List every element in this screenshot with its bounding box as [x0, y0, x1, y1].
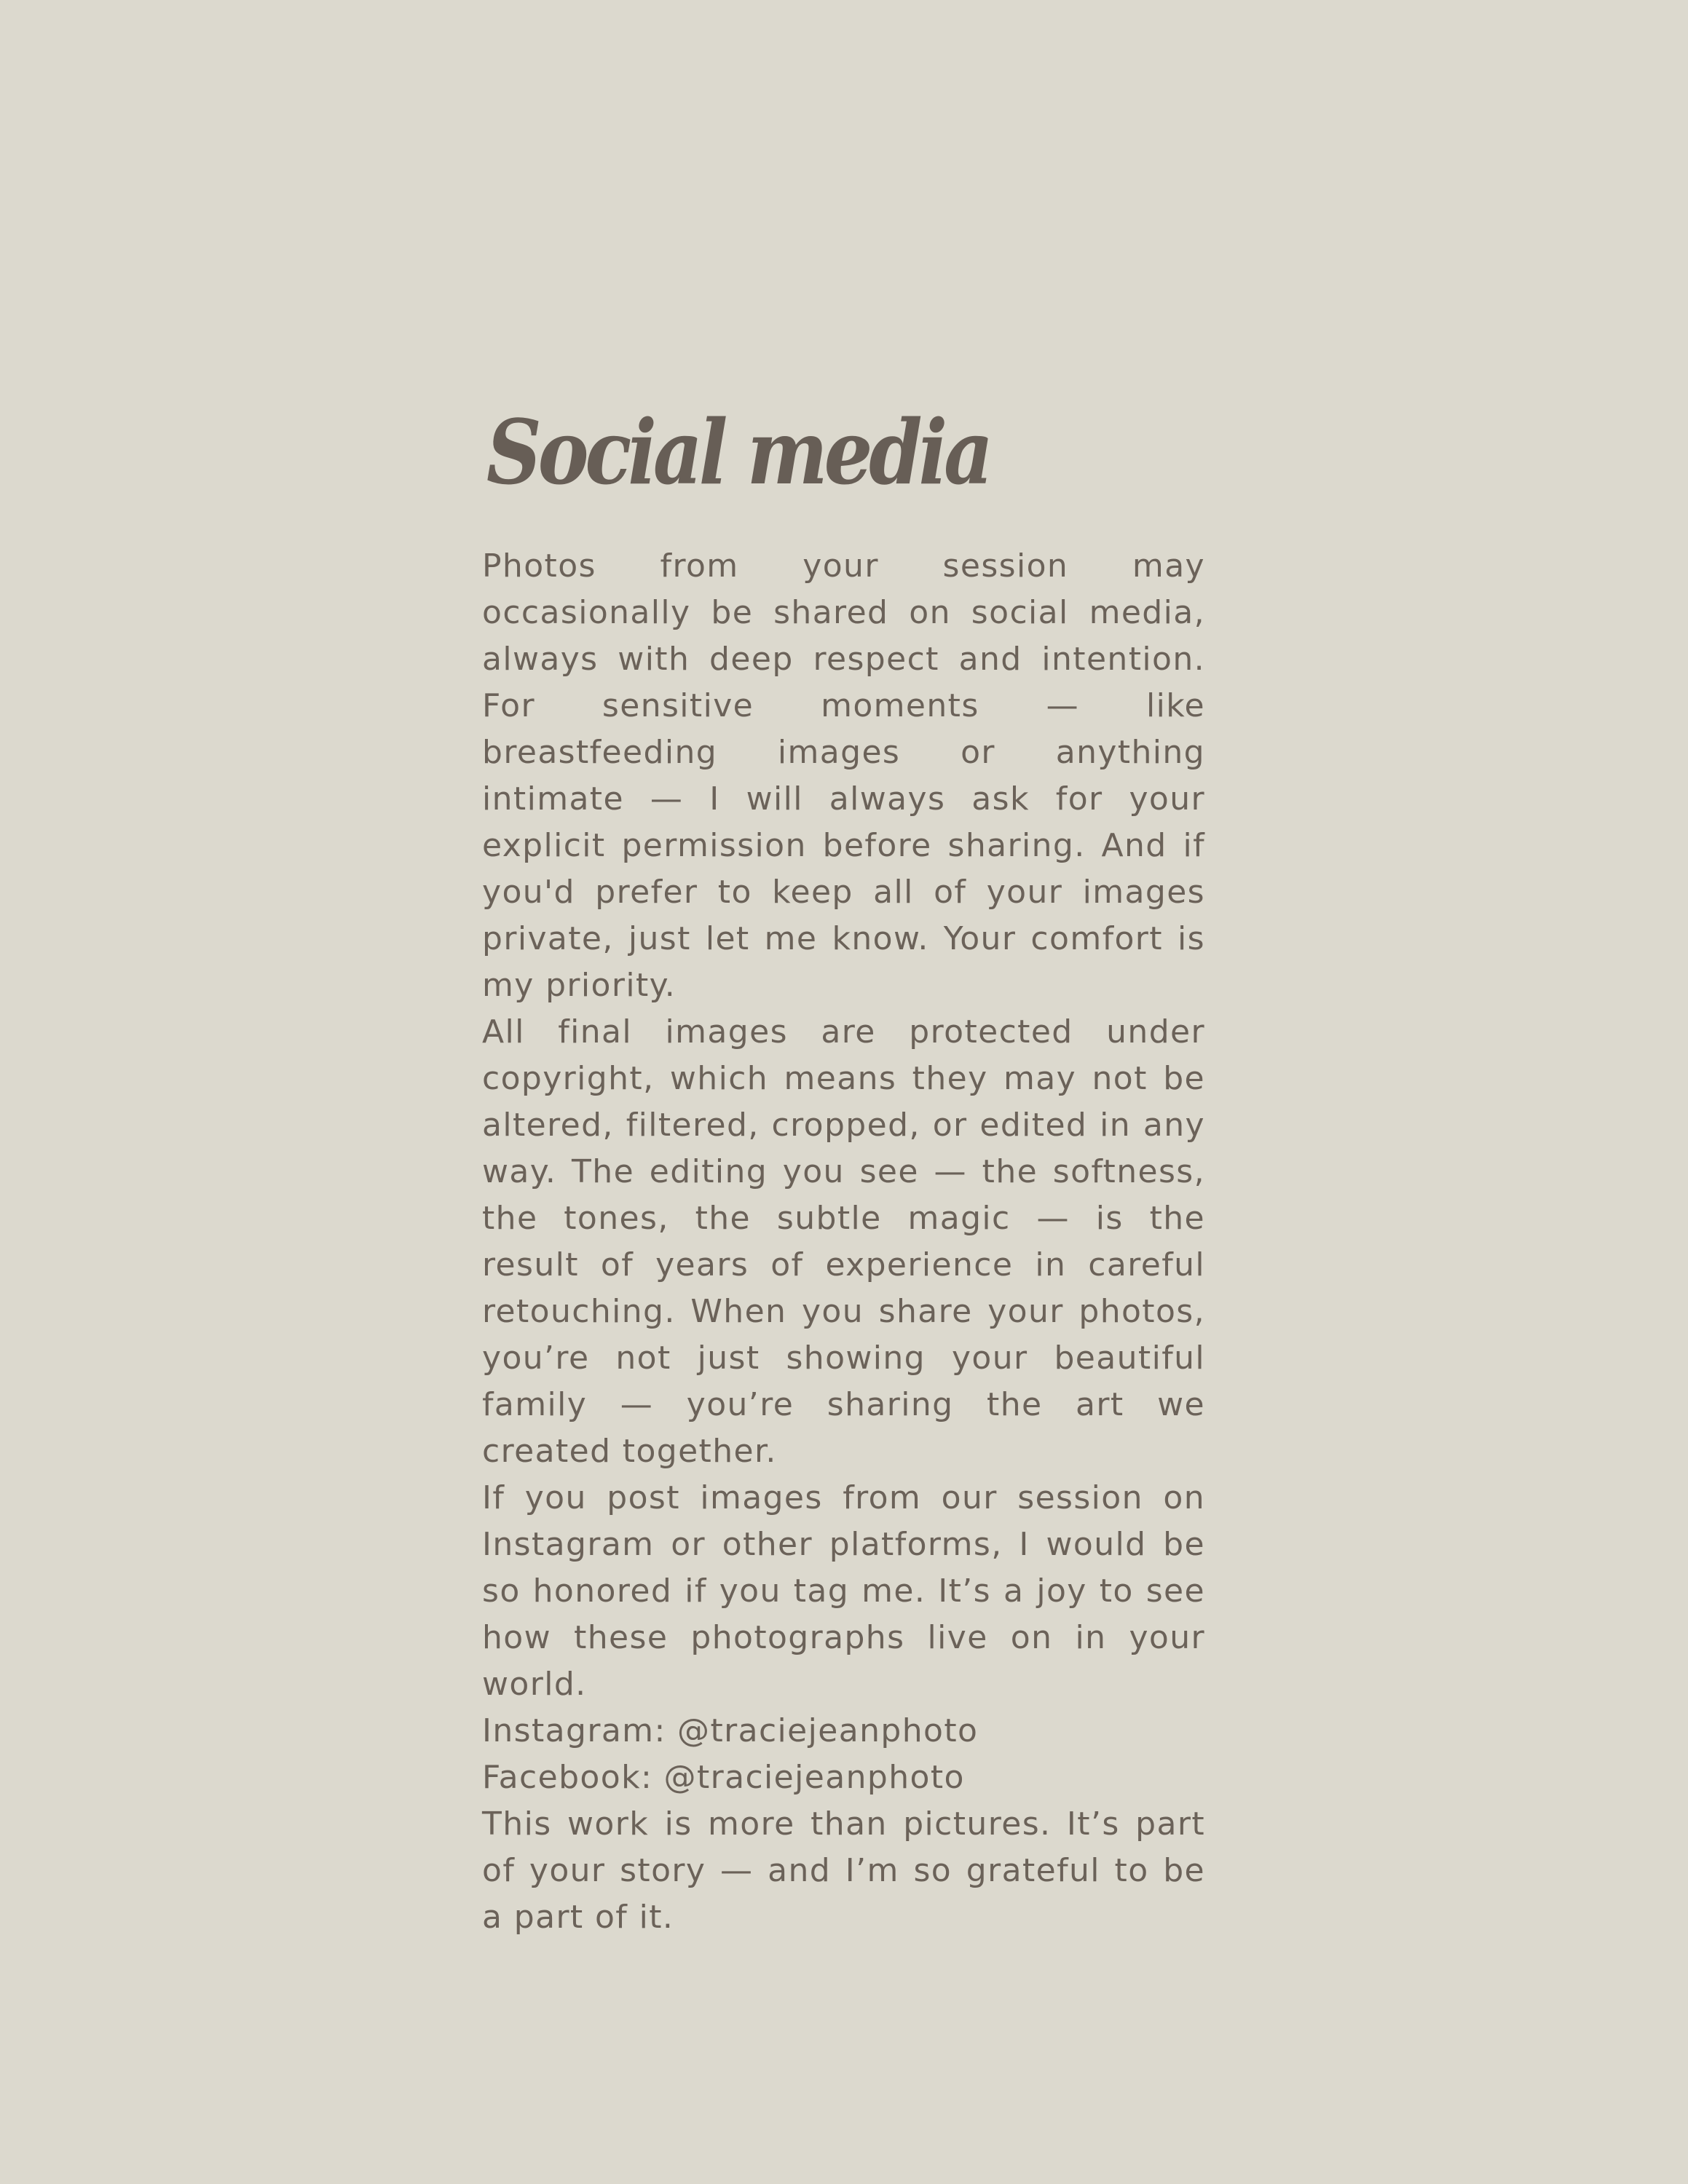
section-body — [482, 543, 1205, 1941]
paragraph-sharing: Photos from your session may occasionally be shared on social media, always with deep respect and intention. For sensitive moments — like breastfeeding images or anything intimate — I will always ask for your explicit permission before sharing. And if you'd prefer to keep all of your images private, just let me know. Your comfort is my priority. — [482, 547, 1205, 1004]
social-media-section — [482, 400, 1205, 1941]
paragraph-tagging: If you post images from our session on Instagram or other platforms, I would be so honored if you tag me. It’s a joy to see how these photographs live on in your world. — [482, 1479, 1205, 1703]
section-title: Social media — [486, 400, 990, 505]
closing-paragraph: This work is more than pictures. It’s part of your story — and I’m so grateful to be a part of it. — [482, 1805, 1205, 1936]
facebook-handle: Facebook: @traciejeanphoto — [482, 1759, 965, 1796]
instagram-handle: Instagram: @traciejeanphoto — [482, 1712, 979, 1749]
paragraph-copyright: All final images are protected under copyright, which means they may not be altered, filtered, cropped, or edited in any way. The editing you see — the softness, the tones, the subtle magic — is the result of years of experience in careful retouching. When you share your photos, you’re not just showing your beautiful family — you’re sharing the art we created together. — [482, 1013, 1205, 1470]
